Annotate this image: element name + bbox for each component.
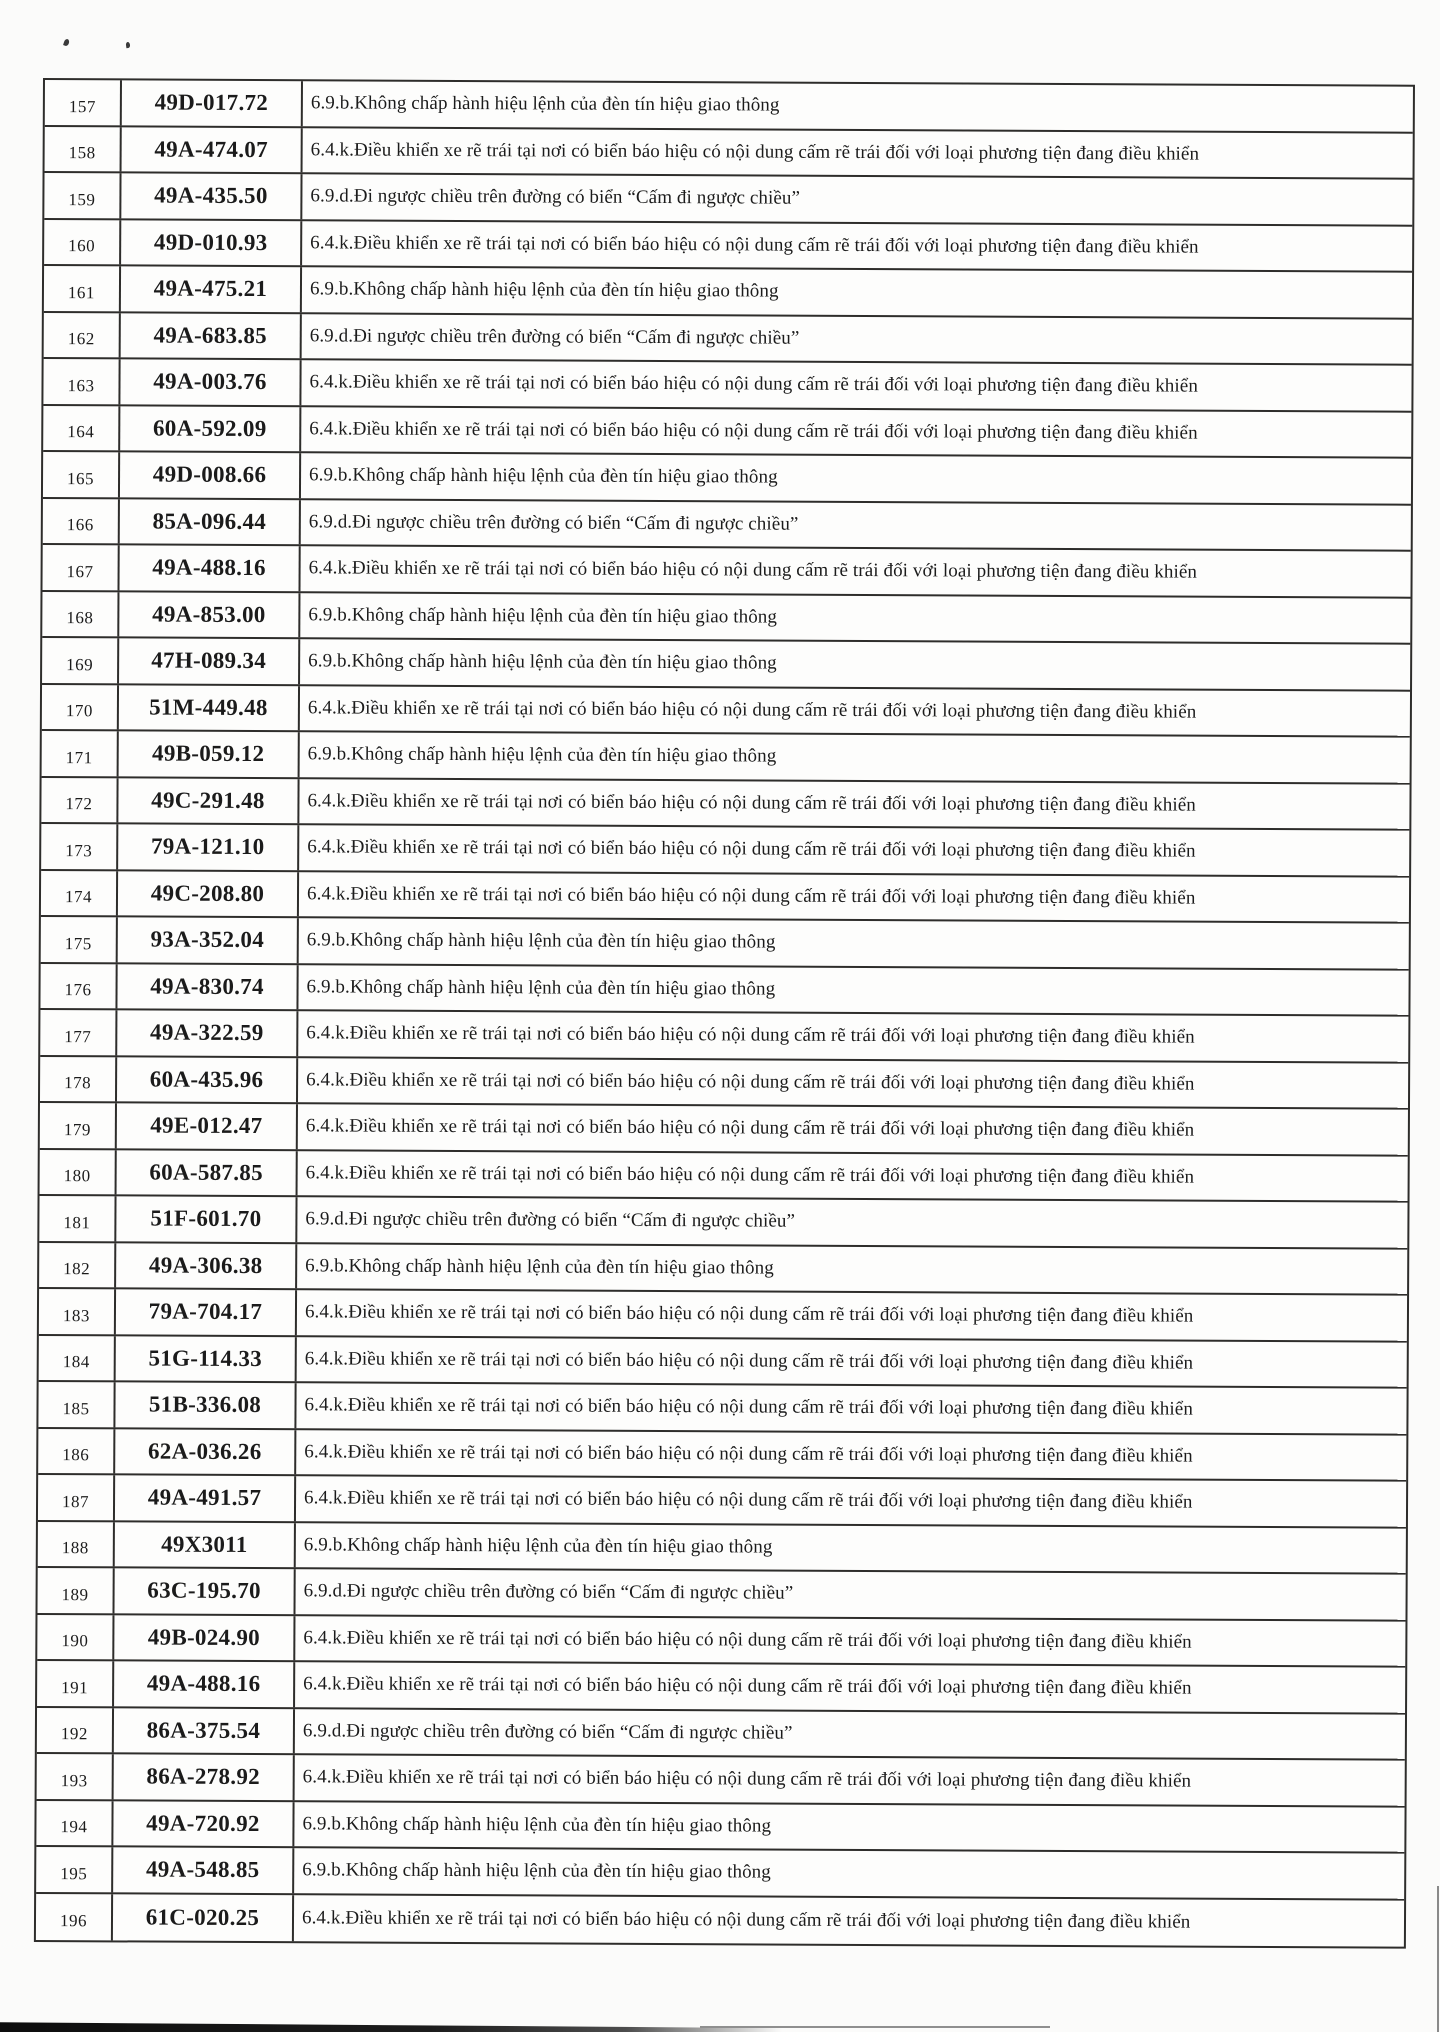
violation-text: 6.9.b.Không chấp hành hiệu lệnh của đèn tín hiệu giao thông: [302, 1859, 771, 1883]
license-plate: 49A-435.50: [154, 182, 268, 209]
violation-text: 6.4.k.Điều khiển xe rẽ trái tại nơi có biển báo hiệu có nội dung cấm rẽ trái đối với loại phương tiện đang điều khiển: [305, 1162, 1195, 1188]
violation-text: 6.4.k.Điều khiển xe rẽ trái tại nơi có biển báo hiệu có nội dung cấm rẽ trái đối với loại phương tiện đang điều khiển: [309, 418, 1198, 444]
row-number-cell: [36, 1800, 113, 1845]
table-row: [44, 313, 1412, 366]
violation-cell: [300, 639, 1410, 689]
license-plate-cell: [121, 173, 302, 218]
violation-text: 6.9.d.Đi ngược chiều trên đường có biển “Cấm đi ngược chiều”: [308, 511, 799, 535]
violation-text: 6.4.k.Điều khiển xe rẽ trái tại nơi có biển báo hiệu có nội dung cấm rẽ trái đối với loại phương tiện đang điều khiển: [301, 1907, 1191, 1933]
license-plate: 60A-592.09: [152, 415, 267, 441]
violation-text: 6.4.k.Điều khiển xe rẽ trái tại nơi có biển báo hiệu có nội dung cấm rẽ trái đối với loại phương tiện đang điều khiển: [308, 557, 1198, 583]
license-plate: 49A-488.16: [146, 1670, 261, 1697]
scan-bottom-edge-artifact: [0, 2019, 782, 2032]
violation-cell: [294, 1802, 1404, 1852]
violation-cell: [300, 593, 1410, 643]
row-number: 173: [65, 840, 93, 860]
table-row: [38, 1428, 1406, 1481]
violation-text: 6.4.k.Điều khiển xe rẽ trái tại nơi có biển báo hiệu có nội dung cấm rẽ trái đối với loại phương tiện đang điều khiển: [305, 1115, 1195, 1141]
license-plate: 49A-474.07: [154, 136, 268, 162]
violation-cell: [303, 128, 1413, 178]
violation-text: 6.4.k.Điều khiển xe rẽ trái tại nơi có biển báo hiệu có nội dung cấm rẽ trái đối với loại phương tiện đang điều khiển: [304, 1487, 1193, 1513]
license-plate-cell: [116, 1196, 297, 1241]
violation-cell: [298, 1151, 1408, 1201]
table-row: [39, 1242, 1407, 1295]
violation-text: 6.9.d.Đi ngược chiều trên đường có biển “Cấm đi ngược chiều”: [310, 185, 801, 209]
violation-cell: [299, 825, 1409, 875]
license-plate-cell: [114, 1754, 295, 1799]
row-number: 167: [66, 561, 94, 582]
violation-text: 6.4.k.Điều khiển xe rẽ trái tại nơi có biển báo hiệu có nội dung cấm rẽ trái đối với loại phương tiện đang điều khiển: [310, 232, 1199, 258]
violation-text: 6.4.k.Điều khiển xe rẽ trái tại nơi có biển báo hiệu có nội dung cấm rẽ trái đối với loại phương tiện đang điều khiển: [306, 1022, 1195, 1048]
license-plate-cell: [120, 452, 301, 497]
row-number: 194: [60, 1817, 88, 1837]
row-number: 177: [64, 1026, 92, 1046]
row-number: 193: [60, 1770, 88, 1790]
row-number-cell: [39, 1335, 116, 1380]
scan-speck-artifact: [63, 38, 70, 46]
row-number: 172: [65, 794, 93, 814]
violation-text: 6.9.b.Không chấp hành hiệu lệnh của đèn tín hiệu giao thông: [309, 278, 779, 302]
license-plate: 49A-830.74: [150, 973, 264, 999]
license-plate-cell: [117, 1057, 298, 1102]
violation-text: 6.4.k.Điều khiển xe rẽ trái tại nơi có biển báo hiệu có nội dung cấm rẽ trái đối với loại phương tiện đang điều khiển: [306, 883, 1196, 909]
license-plate: 49E-012.47: [150, 1112, 263, 1139]
table-row: [38, 1521, 1406, 1574]
table-row: [39, 1196, 1407, 1249]
license-plate: 49A-488.16: [152, 554, 266, 581]
row-number-cell: [39, 1196, 116, 1241]
license-plate: 49B-024.90: [147, 1624, 261, 1650]
table-row: [39, 1289, 1407, 1342]
row-number-cell: [43, 359, 120, 404]
license-plate: 49C-291.48: [151, 787, 265, 813]
license-plate: 51M-449.48: [149, 694, 268, 720]
violation-cell: [297, 1290, 1407, 1340]
license-plate-cell: [119, 592, 300, 637]
license-plate: 49D-010.93: [153, 229, 268, 255]
license-plate-cell: [113, 1801, 294, 1846]
table-row: [41, 824, 1409, 877]
violation-cell: [298, 1058, 1408, 1108]
license-plate-cell: [122, 80, 303, 125]
row-number: 192: [60, 1724, 88, 1744]
table-row: [37, 1754, 1405, 1807]
row-number: 163: [67, 375, 95, 396]
row-number-cell: [43, 499, 120, 544]
table-row: [40, 1103, 1408, 1156]
row-number-cell: [37, 1754, 114, 1799]
row-number-cell: [38, 1521, 115, 1566]
row-number-cell: [37, 1614, 114, 1659]
table-row: [40, 1056, 1408, 1109]
license-plate: 51G-114.33: [148, 1345, 263, 1371]
row-number: 175: [64, 933, 92, 953]
row-number: 159: [68, 189, 96, 210]
violation-cell: [295, 1662, 1405, 1712]
table-row: [41, 917, 1409, 970]
violation-cell: [294, 1848, 1404, 1898]
row-number-cell: [37, 1661, 114, 1706]
violation-text: 6.4.k.Điều khiển xe rẽ trái tại nơi có biển báo hiệu có nội dung cấm rẽ trái đối với loại phương tiện đang điều khiển: [303, 1673, 1192, 1699]
row-number-cell: [41, 917, 118, 962]
violation-text: 6.9.b.Không chấp hành hiệu lệnh của đèn tín hiệu giao thông: [307, 743, 777, 767]
table-row: [42, 638, 1410, 691]
row-number: 188: [61, 1538, 89, 1558]
row-number: 162: [67, 329, 95, 349]
license-plate-cell: [118, 778, 299, 823]
row-number: 168: [66, 608, 94, 628]
row-number-cell: [44, 220, 121, 265]
license-plate: 49A-853.00: [152, 601, 266, 627]
violation-cell: [295, 1569, 1405, 1619]
row-number-cell: [40, 1056, 117, 1101]
license-plate-cell: [120, 406, 301, 451]
table-row: [37, 1661, 1405, 1714]
violation-text: 6.4.k.Điều khiển xe rẽ trái tại nơi có biển báo hiệu có nội dung cấm rẽ trái đối với loại phương tiện đang điều khiển: [309, 371, 1198, 397]
license-plate-cell: [115, 1568, 296, 1613]
row-number-cell: [36, 1847, 113, 1892]
table-row: [38, 1382, 1406, 1435]
row-number: 196: [59, 1911, 88, 1931]
violation-text: 6.9.d.Đi ngược chiều trên đường có biển “Cấm đi ngược chiều”: [309, 325, 800, 349]
table-row: [36, 1893, 1404, 1946]
row-number: 184: [62, 1352, 90, 1372]
license-plate: 49B-059.12: [152, 740, 265, 767]
row-number: 164: [67, 422, 95, 442]
license-plate-cell: [113, 1847, 294, 1892]
row-number-cell: [44, 313, 121, 358]
row-number-cell: [45, 80, 122, 125]
table-row: [43, 452, 1411, 505]
license-plate-cell: [118, 824, 299, 869]
violation-text: 6.4.k.Điều khiển xe rẽ trái tại nơi có biển báo hiệu có nội dung cấm rẽ trái đối với loại phương tiện đang điều khiển: [307, 836, 1196, 862]
license-plate: 86A-278.92: [146, 1763, 261, 1790]
row-number-cell: [38, 1382, 115, 1427]
license-plate: 93A-352.04: [150, 926, 265, 953]
violation-text: 6.9.b.Không chấp hành hiệu lệnh của đèn tín hiệu giao thông: [309, 464, 778, 488]
violation-cell: [300, 686, 1410, 736]
table-row: [43, 499, 1411, 552]
scan-speck-artifact: [126, 42, 131, 48]
violation-cell: [302, 314, 1412, 364]
violation-cell: [301, 453, 1411, 503]
violation-text: 6.4.k.Điều khiển xe rẽ trái tại nơi có biển báo hiệu có nội dung cấm rẽ trái đối với loại phương tiện đang điều khiển: [304, 1301, 1194, 1327]
violation-cell: [295, 1709, 1405, 1759]
license-plate: 61C-020.25: [145, 1904, 260, 1930]
violations-table: [34, 78, 1415, 1949]
row-number: 181: [63, 1212, 91, 1232]
row-number: 189: [61, 1584, 89, 1604]
violation-text: 6.4.k.Điều khiển xe rẽ trái tại nơi có biển báo hiệu có nội dung cấm rẽ trái đối với loại phương tiện đang điều khiển: [304, 1348, 1194, 1374]
violation-text: 6.9.b.Không chấp hành hiệu lệnh của đèn tín hiệu giao thông: [306, 929, 776, 953]
license-plate-cell: [121, 313, 302, 358]
violation-cell: [301, 407, 1411, 457]
table-row: [39, 1335, 1407, 1388]
row-number: 178: [64, 1073, 92, 1093]
row-number-cell: [43, 452, 120, 497]
license-plate: 49A-306.38: [148, 1252, 263, 1278]
license-plate-cell: [116, 1289, 297, 1334]
table-row: [45, 127, 1413, 180]
license-plate-cell: [121, 266, 302, 311]
row-number: 169: [66, 654, 94, 675]
row-number-cell: [43, 545, 120, 590]
scan-bottom-line-artifact: [700, 2026, 1050, 2028]
license-plate: 47H-089.34: [151, 647, 267, 674]
license-plate: 49A-720.92: [146, 1810, 260, 1836]
table-row: [38, 1475, 1406, 1528]
violation-cell: [302, 267, 1412, 317]
row-number-cell: [40, 963, 117, 1008]
table-row: [41, 871, 1409, 924]
license-plate-cell: [114, 1708, 295, 1753]
license-plate-cell: [115, 1382, 296, 1427]
row-number: 187: [61, 1491, 90, 1511]
violation-cell: [302, 221, 1412, 271]
row-number-cell: [37, 1707, 114, 1752]
row-number-cell: [40, 1103, 117, 1148]
row-number: 190: [61, 1631, 89, 1651]
row-number-cell: [44, 266, 121, 311]
row-number: 186: [62, 1445, 90, 1465]
license-plate: 49D-017.72: [154, 89, 269, 116]
table-row: [45, 80, 1413, 133]
table-row: [36, 1847, 1404, 1900]
row-number-cell: [42, 685, 119, 730]
row-number: 157: [68, 96, 96, 117]
license-plate: 60A-587.85: [149, 1159, 263, 1185]
row-number: 195: [60, 1863, 88, 1883]
license-plate-cell: [115, 1475, 296, 1520]
row-number-cell: [40, 1010, 117, 1055]
row-number-cell: [36, 1893, 113, 1940]
violation-cell: [300, 732, 1410, 782]
violation-text: 6.9.b.Không chấp hành hiệu lệnh của đèn tín hiệu giao thông: [308, 604, 778, 628]
license-plate-cell: [118, 871, 299, 916]
row-number-cell: [43, 406, 120, 451]
violation-text: 6.9.b.Không chấp hành hiệu lệnh của đèn tín hiệu giao thông: [308, 650, 777, 674]
row-number-cell: [41, 824, 118, 869]
violation-text: 6.9.d.Đi ngược chiều trên đường có biển “Cấm đi ngược chiều”: [303, 1580, 794, 1604]
license-plate-cell: [115, 1429, 296, 1474]
table-row: [42, 545, 1410, 598]
row-number: 179: [63, 1119, 91, 1139]
table-row: [40, 1010, 1408, 1063]
violation-text: 6.9.b.Không chấp hành hiệu lệnh của đèn tín hiệu giao thông: [310, 92, 780, 116]
table-row: [44, 266, 1412, 319]
license-plate-cell: [120, 499, 301, 544]
row-number: 185: [62, 1398, 90, 1418]
violation-text: 6.4.k.Điều khiển xe rẽ trái tại nơi có biển báo hiệu có nội dung cấm rẽ trái đối với loại phương tiện đang điều khiển: [306, 1069, 1195, 1095]
row-number-cell: [39, 1242, 116, 1287]
license-plate-cell: [116, 1336, 297, 1381]
row-number: 158: [68, 143, 96, 163]
license-plate-cell: [119, 685, 300, 730]
row-number-cell: [45, 127, 122, 172]
violation-cell: [296, 1430, 1406, 1480]
violation-text: 6.4.k.Điều khiển xe rẽ trái tại nơi có biển báo hiệu có nội dung cấm rẽ trái đối với loại phương tiện đang điều khiển: [304, 1441, 1193, 1467]
violation-cell: [299, 918, 1409, 968]
license-plate: 49A-322.59: [150, 1019, 264, 1046]
table-row: [44, 220, 1412, 273]
violation-cell: [297, 1337, 1407, 1387]
license-plate: 51F-601.70: [150, 1205, 262, 1232]
table-row: [37, 1707, 1405, 1760]
row-number-cell: [38, 1568, 115, 1613]
table-row: [36, 1800, 1404, 1853]
row-number: 165: [66, 468, 95, 489]
license-plate: 49C-208.80: [150, 880, 265, 906]
violation-text: 6.4.k.Điều khiển xe rẽ trái tại nơi có biển báo hiệu có nội dung cấm rẽ trái đối với loại phương tiện đang điều khiển: [307, 697, 1197, 723]
license-plate: 62A-036.26: [147, 1438, 262, 1464]
violation-text: 6.9.b.Không chấp hành hiệu lệnh của đèn tín hiệu giao thông: [305, 1255, 774, 1279]
violation-text: 6.4.k.Điều khiển xe rẽ trái tại nơi có biển báo hiệu có nội dung cấm rẽ trái đối với loại phương tiện đang điều khiển: [307, 790, 1196, 816]
row-number-cell: [42, 638, 119, 683]
license-plate-cell: [120, 359, 301, 404]
row-number-cell: [42, 731, 119, 776]
license-plate-cell: [119, 545, 300, 590]
row-number: 160: [68, 236, 96, 256]
table-row: [42, 731, 1410, 784]
license-plate-cell: [114, 1615, 295, 1660]
violation-cell: [299, 872, 1409, 922]
violation-cell: [298, 1104, 1408, 1154]
license-plate-cell: [117, 1103, 298, 1148]
license-plate-cell: [117, 964, 298, 1009]
license-plate: 85A-096.44: [152, 508, 267, 534]
license-plate: 49A-491.57: [147, 1484, 262, 1511]
violation-text: 6.9.d.Đi ngược chiều trên đường có biển “Cấm đi ngược chiều”: [305, 1208, 796, 1232]
violation-cell: [297, 1197, 1407, 1247]
table-row: [41, 778, 1409, 831]
violation-cell: [299, 779, 1409, 829]
row-number-cell: [40, 1149, 117, 1194]
license-plate: 86A-375.54: [146, 1717, 261, 1743]
row-number-cell: [38, 1428, 115, 1473]
license-plate: 49D-008.66: [152, 461, 267, 488]
license-plate-cell: [117, 1150, 298, 1195]
row-number-cell: [44, 173, 121, 218]
license-plate: 51B-336.08: [148, 1391, 262, 1418]
violation-cell: [297, 1244, 1407, 1294]
violation-cell: [295, 1755, 1405, 1805]
scan-right-edge-artifact: [1437, 1886, 1439, 2032]
license-plate-cell: [117, 1010, 298, 1055]
violation-cell: [301, 360, 1411, 410]
violation-cell: [302, 174, 1412, 224]
violation-cell: [296, 1383, 1406, 1433]
violation-cell: [296, 1476, 1406, 1526]
row-number: 174: [64, 887, 93, 907]
table-row: [40, 963, 1408, 1016]
row-number: 166: [66, 515, 94, 535]
violation-cell: [294, 1895, 1404, 1947]
violation-cell: [303, 81, 1413, 131]
license-plate-cell: [121, 220, 302, 265]
table-row: [42, 685, 1410, 738]
license-plate-cell: [119, 638, 300, 683]
row-number-cell: [41, 778, 118, 823]
license-plate: 79A-704.17: [148, 1298, 263, 1325]
table-row: [42, 592, 1410, 645]
row-number: 171: [65, 747, 93, 768]
violation-text: 6.4.k.Điều khiển xe rẽ trái tại nơi có biển báo hiệu có nội dung cấm rẽ trái đối với loại phương tiện đang điều khiển: [304, 1394, 1193, 1420]
violation-cell: [295, 1616, 1405, 1666]
row-number: 183: [62, 1305, 90, 1325]
row-number-cell: [39, 1289, 116, 1334]
row-number: 182: [63, 1259, 91, 1279]
row-number: 161: [67, 282, 95, 303]
table-row: [43, 406, 1411, 459]
row-number: 176: [64, 980, 92, 1000]
violation-cell: [296, 1523, 1406, 1573]
license-plate: 79A-121.10: [150, 833, 265, 860]
license-plate: 49A-548.85: [145, 1856, 260, 1883]
violation-cell: [298, 1011, 1408, 1061]
row-number: 180: [63, 1166, 91, 1186]
license-plate-cell: [118, 917, 299, 962]
violation-text: 6.9.d.Đi ngược chiều trên đường có biển “Cấm đi ngược chiều”: [302, 1720, 793, 1744]
table-row: [44, 173, 1412, 226]
violation-text: 6.4.k.Điều khiển xe rẽ trái tại nơi có biển báo hiệu có nội dung cấm rẽ trái đối với loại phương tiện đang điều khiển: [302, 1766, 1192, 1792]
violation-cell: [301, 500, 1411, 550]
row-number-cell: [41, 871, 118, 916]
license-plate-cell: [122, 127, 303, 172]
license-plate: 60A-435.96: [149, 1066, 264, 1092]
license-plate-cell: [113, 1894, 294, 1941]
row-number-cell: [38, 1475, 115, 1520]
license-plate: 49X3011: [161, 1531, 248, 1557]
row-number: 191: [61, 1677, 89, 1697]
license-plate-cell: [114, 1661, 295, 1706]
table-row: [40, 1149, 1408, 1202]
license-plate: 63C-195.70: [147, 1577, 261, 1604]
license-plate: 49A-475.21: [153, 275, 268, 302]
row-number: 170: [65, 701, 93, 721]
license-plate-cell: [116, 1243, 297, 1288]
violation-cell: [300, 546, 1410, 596]
table-row: [37, 1614, 1405, 1667]
violation-text: 6.9.b.Không chấp hành hiệu lệnh của đèn tín hiệu giao thông: [302, 1813, 772, 1837]
row-number-cell: [42, 592, 119, 637]
table-row: [37, 1568, 1405, 1621]
license-plate-cell: [119, 731, 300, 776]
violation-text: 6.9.b.Không chấp hành hiệu lệnh của đèn tín hiệu giao thông: [306, 976, 776, 1000]
table-row: [43, 359, 1411, 412]
violation-cell: [298, 965, 1408, 1015]
license-plate: 49A-003.76: [153, 368, 267, 395]
violation-text: 6.9.b.Không chấp hành hiệu lệnh của đèn tín hiệu giao thông: [303, 1534, 773, 1558]
violation-text: 6.4.k.Điều khiển xe rẽ trái tại nơi có biển báo hiệu có nội dung cấm rẽ trái đối với loại phương tiện đang điều khiển: [303, 1627, 1192, 1653]
license-plate: 49A-683.85: [153, 322, 268, 348]
violation-text: 6.4.k.Điều khiển xe rẽ trái tại nơi có biển báo hiệu có nội dung cấm rẽ trái đối với loại phương tiện đang điều khiển: [310, 139, 1200, 165]
license-plate-cell: [115, 1522, 296, 1567]
